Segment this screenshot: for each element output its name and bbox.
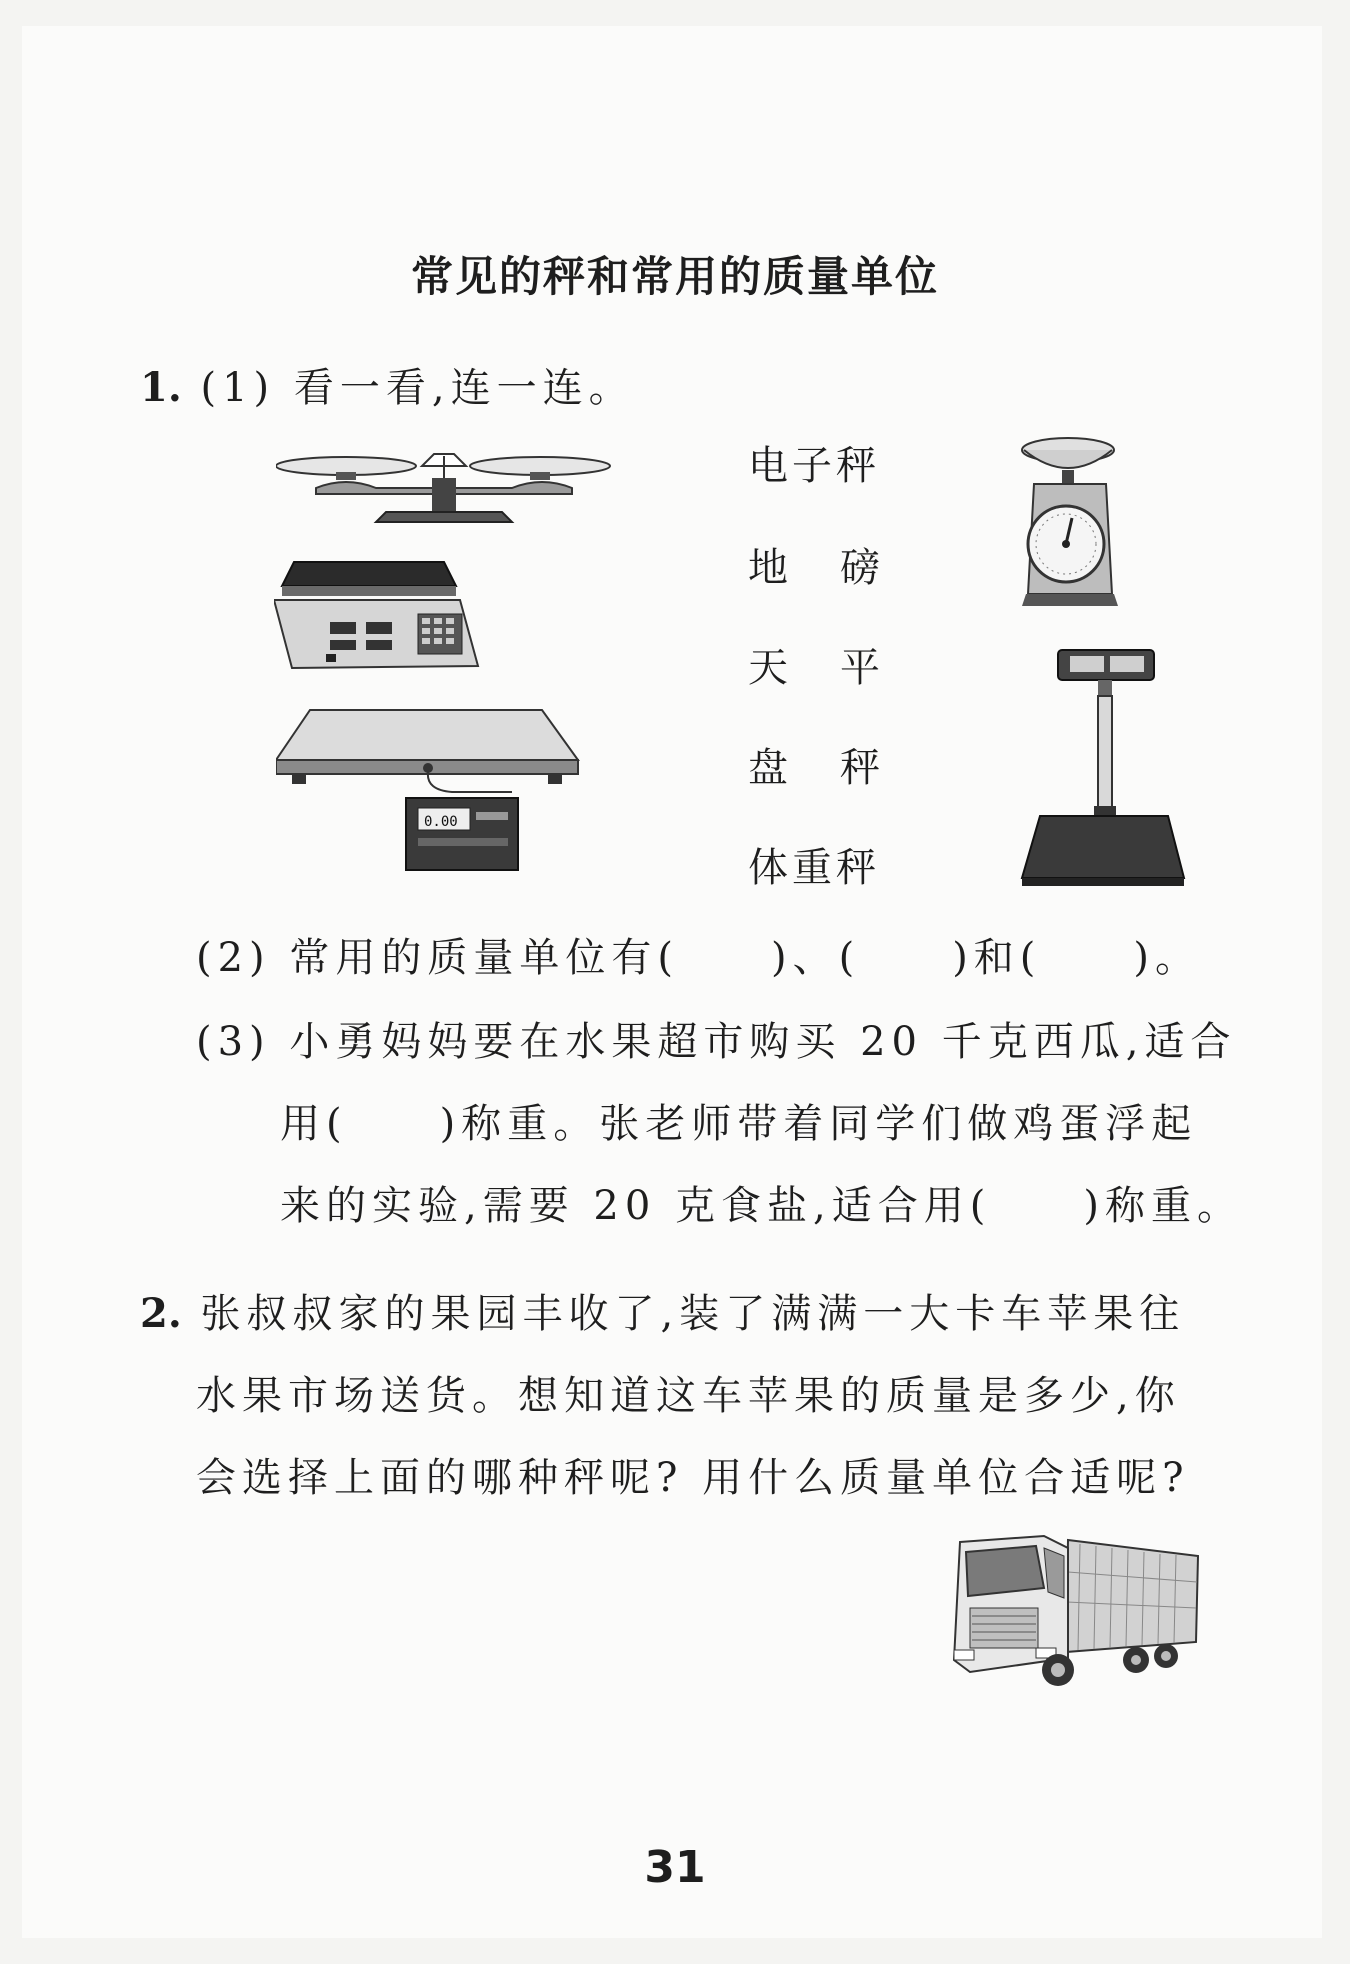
q2-line3: 会选择上面的哪种秤呢? 用什么质量单位合适呢?: [196, 1455, 1190, 1501]
q1-part3-line2-a: 用(: [280, 1101, 348, 1147]
q1-part2-prefix: (2) 常用的质量单位有(: [196, 935, 679, 981]
q1-part1-line: [140, 356, 635, 413]
floor-scale-readout: 0.00: [424, 814, 458, 830]
q1-part2-sep1: )、(: [770, 935, 861, 981]
page-title: 常见的秤和常用的质量单位: [410, 252, 939, 301]
body-scale-image: [1018, 646, 1186, 892]
truck-image: [940, 1532, 1202, 1692]
page-number: 31: [644, 1842, 706, 1893]
q2-line1-text: 张叔叔家的果园丰收了,装了满满一大卡车苹果往: [200, 1291, 1186, 1337]
q1-part2-line: [196, 926, 1201, 983]
q2-line2: 水果市场送货。想知道这车苹果的质量是多少,你: [196, 1373, 1181, 1419]
q1-part3-line3: [280, 1174, 1243, 1231]
label-body-scale: 体重秤: [748, 845, 880, 891]
label-dial-scale: [748, 736, 880, 793]
label-floor-scale: [748, 536, 880, 593]
balance-scale-image: [276, 448, 612, 526]
label-balance-char1: 天: [748, 645, 788, 691]
q1-part3-line3-a: 来的实验,需要 20 克食盐,适合用(: [280, 1183, 992, 1229]
label-floor-scale-char2: 磅: [840, 545, 880, 591]
label-dial-scale-char1: 盘: [748, 745, 788, 791]
q1-part3-line2-b: )称重。张老师带着同学们做鸡蛋浮起: [439, 1101, 1198, 1147]
dial-scale-image: [1020, 436, 1120, 610]
q1-part1-text: (1) 看一看,连一连。: [200, 365, 635, 411]
q2-line1: [140, 1282, 1185, 1339]
q1-part3-line1: (3) 小勇妈妈要在水果超市购买 20 千克西瓜,适合: [196, 1019, 1237, 1065]
q1-part3-line3-b: )称重。: [1083, 1183, 1243, 1229]
label-electronic-scale: 电子秤: [748, 443, 880, 489]
label-balance: [748, 636, 880, 693]
label-balance-char2: 平: [840, 645, 880, 691]
q1-part2-sep2: )和(: [952, 935, 1042, 981]
label-dial-scale-char2: 秤: [840, 745, 880, 791]
q1-part2-suffix: )。: [1133, 935, 1202, 981]
q2-number: 2.: [140, 1290, 182, 1337]
electronic-scale-image: [274, 556, 482, 674]
label-floor-scale-char1: 地: [748, 545, 788, 591]
q1-part3-line2: [280, 1092, 1197, 1149]
floor-scale-image: [276, 706, 582, 874]
q1-number: 1.: [140, 364, 182, 411]
